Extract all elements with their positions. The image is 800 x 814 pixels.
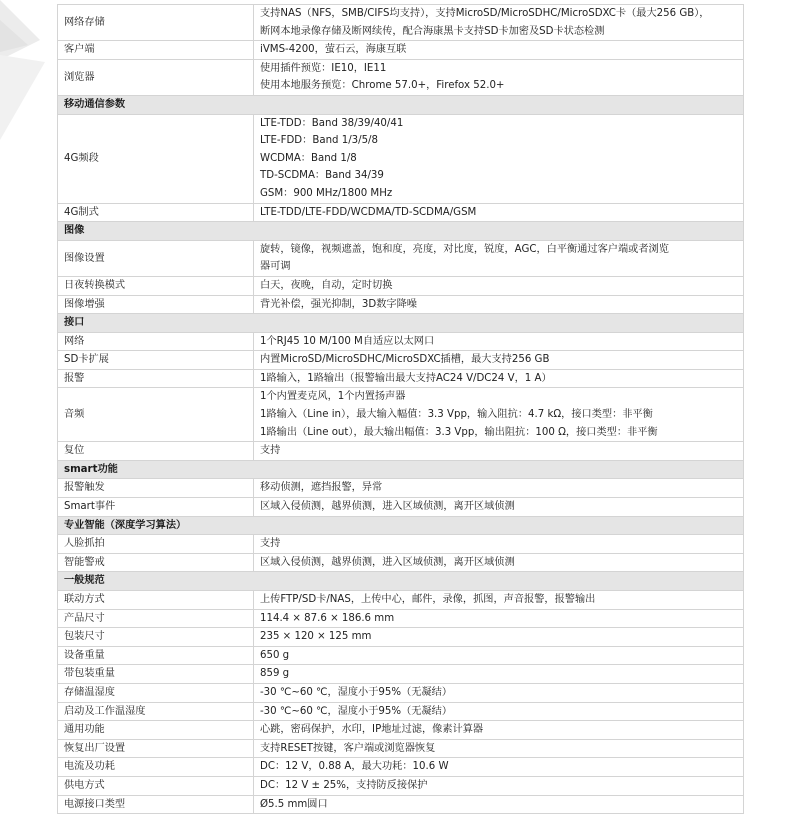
spec-key: 供电方式	[58, 776, 254, 795]
section-header	[58, 222, 744, 241]
spec-key: 电流及功耗	[58, 758, 254, 777]
spec-row	[58, 776, 744, 795]
spec-key: Smart事件	[58, 498, 254, 517]
spec-key: 人脸抓拍	[58, 535, 254, 554]
spec-value-line: 235 × 120 × 125 mm	[260, 631, 372, 643]
spec-row	[58, 479, 744, 498]
spec-value	[254, 41, 744, 60]
section-header	[58, 572, 744, 591]
spec-value	[254, 702, 744, 721]
spec-value-line: 使用插件预览：IE10，IE11	[260, 62, 387, 74]
spec-key: 通用功能	[58, 721, 254, 740]
spec-key: 恢复出厂设置	[58, 739, 254, 758]
spec-value-line: 旋转，镜像，视频遮盖，饱和度，亮度，对比度，锐度，AGC，白平衡通过客户端或者浏览	[260, 243, 669, 255]
spec-value	[254, 369, 744, 388]
spec-key: 音频	[58, 388, 254, 442]
spec-value-line: 背光补偿，强光抑制，3D数字降噪	[260, 298, 417, 310]
spec-value	[254, 388, 744, 442]
spec-row	[58, 628, 744, 647]
spec-value-line: 支持NAS（NFS，SMB/CIFS均支持），支持MicroSD/MicroSDHC/MicroSDXC卡（最大256 GB），	[260, 8, 710, 19]
spec-row	[58, 442, 744, 461]
spec-value	[254, 646, 744, 665]
spec-row	[58, 240, 744, 276]
spec-key: 报警触发	[58, 479, 254, 498]
spec-value	[254, 59, 744, 95]
spec-value-line: Ø5.5 mm圆口	[260, 798, 328, 810]
spec-value	[254, 683, 744, 702]
spec-value-line: 使用本地服务预览：Chrome 57.0+，Firefox 52.0+	[260, 80, 505, 92]
spec-row	[58, 295, 744, 314]
spec-key: 设备重量	[58, 646, 254, 665]
spec-row	[58, 276, 744, 295]
spec-value-line: 断网本地录像存储及断网续传，配合海康黑卡支持SD卡加密及SD卡状态检测	[260, 25, 605, 37]
spec-key: 4G频段	[58, 114, 254, 203]
spec-row	[58, 332, 744, 351]
spec-value-line: TD-SCDMA：Band 34/39	[260, 170, 384, 182]
spec-row	[58, 665, 744, 684]
spec-row	[58, 609, 744, 628]
spec-value-line: LTE-FDD：Band 1/3/5/8	[260, 135, 378, 147]
section-title: 移动通信参数	[58, 95, 744, 114]
section-title: smart功能	[58, 460, 744, 479]
spec-row	[58, 553, 744, 572]
section-header	[58, 516, 744, 535]
section-header	[58, 460, 744, 479]
spec-value-line: 心跳，密码保护，水印，IP地址过滤，像素计算器	[260, 724, 484, 736]
spec-value	[254, 351, 744, 370]
spec-key: 产品尺寸	[58, 609, 254, 628]
spec-key: 网络存储	[58, 5, 254, 41]
spec-value	[254, 479, 744, 498]
spec-key: 日夜转换模式	[58, 276, 254, 295]
spec-value	[254, 535, 744, 554]
section-header	[58, 95, 744, 114]
spec-value	[254, 591, 744, 610]
spec-row	[58, 739, 744, 758]
spec-key: 图像设置	[58, 240, 254, 276]
spec-value-line: GSM：900 MHz/1800 MHz	[260, 187, 393, 199]
spec-value-line: 移动侦测，遮挡报警，异常	[260, 482, 383, 494]
spec-value	[254, 332, 744, 351]
spec-value	[254, 553, 744, 572]
spec-key: 联动方式	[58, 591, 254, 610]
spec-value	[254, 628, 744, 647]
spec-value	[254, 295, 744, 314]
spec-value-line: 上传FTP/SD卡/NAS，上传中心，邮件，录像，抓图，声音报警，报警输出	[260, 594, 596, 605]
spec-key: 带包装重量	[58, 665, 254, 684]
spec-value-line: 区域入侵侦测，越界侦测，进入区域侦测，离开区域侦测	[260, 556, 515, 568]
section-title: 一般规范	[58, 572, 744, 591]
spec-value-line: 650 g	[260, 649, 290, 661]
spec-row	[58, 388, 744, 442]
spec-key: 4G制式	[58, 203, 254, 222]
spec-value-line: 支持	[260, 445, 281, 457]
spec-value-line: 内置MicroSD/MicroSDHC/MicroSDXC插槽，最大支持256 GB	[260, 354, 550, 366]
spec-value-line: 支持	[260, 538, 281, 550]
spec-value-line: 1路输入（Line in），最大输入幅值：3.3 Vpp，输入阻抗：4.7 kΩ，接口类型：非平衡	[260, 409, 653, 421]
spec-row	[58, 702, 744, 721]
section-title: 专业智能（深度学习算法）	[58, 516, 744, 535]
spec-key: 包装尺寸	[58, 628, 254, 647]
spec-row	[58, 369, 744, 388]
spec-value	[254, 795, 744, 814]
spec-row	[58, 721, 744, 740]
spec-value-line: 白天，夜晚，自动，定时切换	[260, 279, 393, 291]
spec-row	[58, 683, 744, 702]
spec-row	[58, 351, 744, 370]
spec-row	[58, 795, 744, 814]
spec-value-line: -30 ℃~60 ℃，湿度小于95%（无凝结）	[260, 705, 453, 717]
spec-value-line: 1路输出（Line out），最大输出幅值：3.3 Vpp，输出阻抗：100 Ω，接口类型：非平衡	[260, 426, 658, 438]
spec-value-line: LTE-TDD：Band 38/39/40/41	[260, 117, 404, 129]
spec-row	[58, 591, 744, 610]
spec-value-line: 区域入侵侦测，越界侦测，进入区域侦测，离开区域侦测	[260, 501, 515, 513]
spec-row	[58, 203, 744, 222]
spec-row	[58, 41, 744, 60]
spec-key: 客户端	[58, 41, 254, 60]
spec-key: 智能警戒	[58, 553, 254, 572]
spec-value-line: LTE-TDD/LTE-FDD/WCDMA/TD-SCDMA/GSM	[260, 206, 477, 218]
spec-value-line: 1个RJ45 10 M/100 M自适应以太网口	[260, 335, 435, 347]
spec-value-line: 114.4 × 87.6 × 186.6 mm	[260, 612, 395, 624]
spec-key: 存储温湿度	[58, 683, 254, 702]
spec-row	[58, 758, 744, 777]
spec-value	[254, 758, 744, 777]
spec-key: 报警	[58, 369, 254, 388]
spec-key: 图像增强	[58, 295, 254, 314]
spec-row	[58, 114, 744, 203]
spec-row	[58, 498, 744, 517]
spec-value	[254, 739, 744, 758]
spec-row	[58, 535, 744, 554]
spec-row	[58, 5, 744, 41]
spec-value	[254, 776, 744, 795]
spec-value	[254, 498, 744, 517]
spec-table	[57, 4, 744, 814]
brand-logo-icon	[0, 0, 45, 140]
spec-value-line: DC：12 V，0.88 A，最大功耗：10.6 W	[260, 761, 449, 773]
spec-value-line: 859 g	[260, 668, 290, 680]
spec-key: 启动及工作温湿度	[58, 702, 254, 721]
spec-row	[58, 59, 744, 95]
spec-value-line: -30 ℃~60 ℃，湿度小于95%（无凝结）	[260, 686, 453, 698]
spec-value-line: 1个内置麦克风，1个内置扬声器	[260, 391, 406, 403]
section-title: 图像	[58, 222, 744, 241]
spec-key: 复位	[58, 442, 254, 461]
spec-value-line: DC：12 V ± 25%，支持防反接保护	[260, 779, 428, 791]
spec-key: SD卡扩展	[58, 351, 254, 370]
section-header	[58, 314, 744, 333]
spec-value-line: 支持RESET按键，客户端或浏览器恢复	[260, 742, 436, 754]
spec-key: 网络	[58, 332, 254, 351]
spec-value	[254, 276, 744, 295]
spec-value	[254, 203, 744, 222]
spec-value	[254, 114, 744, 203]
spec-value	[254, 665, 744, 684]
spec-value	[254, 442, 744, 461]
spec-value-line: WCDMA：Band 1/8	[260, 152, 357, 164]
spec-value-line: iVMS-4200，萤石云，海康互联	[260, 44, 407, 56]
spec-value-line: 1路输入，1路输出（报警输出最大支持AC24 V/DC24 V，1 A）	[260, 372, 552, 384]
section-title: 接口	[58, 314, 744, 333]
spec-value	[254, 609, 744, 628]
spec-key: 电源接口类型	[58, 795, 254, 814]
spec-key: 浏览器	[58, 59, 254, 95]
spec-value	[254, 721, 744, 740]
spec-value	[254, 5, 744, 41]
spec-value-line: 器可调	[260, 261, 291, 273]
spec-row	[58, 646, 744, 665]
spec-value	[254, 240, 744, 276]
